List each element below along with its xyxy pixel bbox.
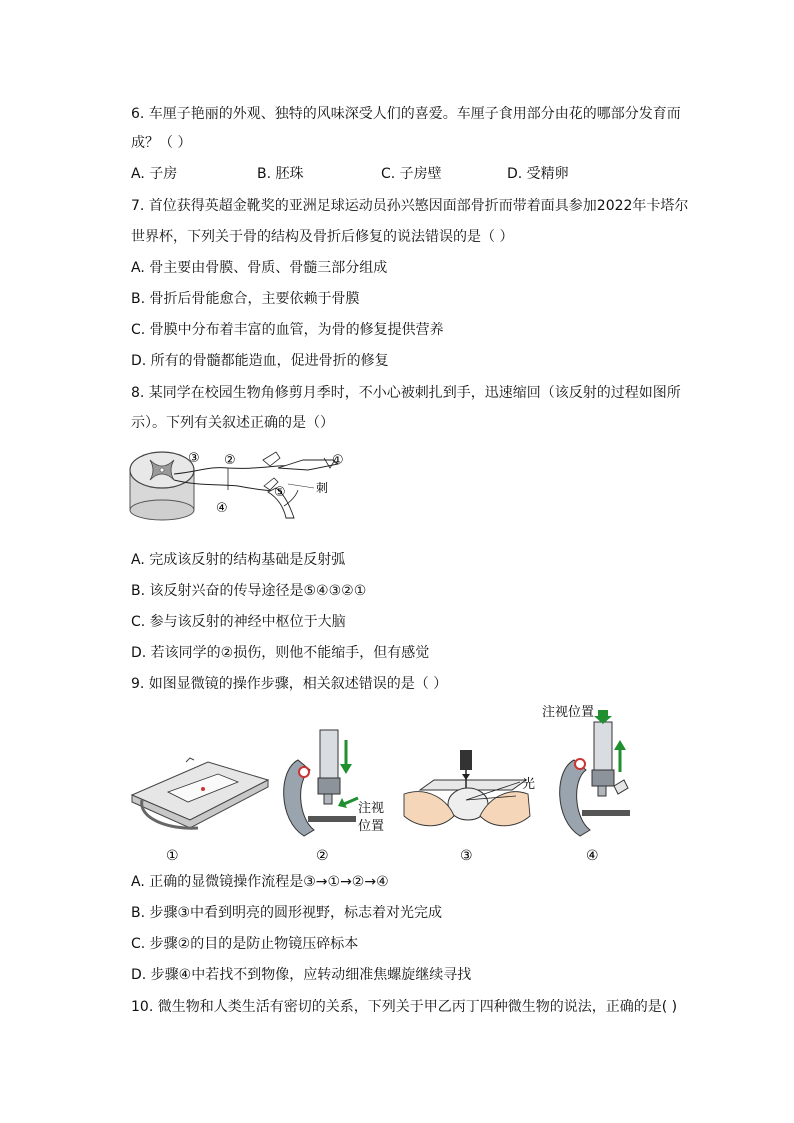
q7-option-d[interactable]: D. 所有的骨髓都能造血，促进骨折的修复: [131, 353, 389, 369]
q8-option-d[interactable]: D. 若该同学的②损伤，则他不能缩手，但有感觉: [131, 645, 430, 661]
q8-option-a[interactable]: A. 完成该反射的结构基础是反射弧: [131, 552, 346, 568]
q7-option-a[interactable]: A. 骨主要由骨膜、骨质、骨髓三部分组成: [131, 260, 388, 276]
step4-note: 注视位置: [542, 705, 595, 720]
q9-option-a[interactable]: A. 正确的显微镜操作流程是③→①→②→④: [131, 874, 389, 890]
q8-option-c[interactable]: C. 参与该反射的神经中枢位于大脑: [131, 614, 346, 630]
q7-stem-line1: 7. 首位获得英超金靴奖的亚洲足球运动员孙兴慜因面部骨折而带着面具参加2022年卡塔尔: [131, 198, 689, 214]
step4-microscope-drawing: [542, 705, 630, 836]
caption-step4: ④: [586, 848, 599, 864]
reflex-arc-figure: [128, 446, 358, 536]
q9-option-c[interactable]: C. 步骤②的目的是防止物镜压碎标本: [131, 936, 359, 952]
q6-stem-line1: 6. 车厘子艳丽的外观、独特的风味深受人们的喜爱。车厘子食用部分由花的哪部分发育而: [131, 106, 681, 122]
q9-option-d[interactable]: D. 步骤④中若找不到物像，应转动细准焦螺旋继续寻找: [131, 967, 472, 983]
label-2: ②: [224, 453, 236, 468]
q9-option-b[interactable]: B. 步骤③中看到明亮的圆形视野，标志着对光完成: [131, 905, 443, 921]
step3-hands-drawing: [404, 750, 535, 826]
q9-stem: 9. 如图显微镜的操作步骤，相关叙述错误的是（ ）: [131, 676, 448, 692]
label-5: ⑤: [274, 485, 286, 500]
q7-option-c[interactable]: C. 骨膜中分布着丰富的血管，为骨的修复提供营养: [131, 322, 444, 338]
step2-note-line1: 注视: [358, 801, 385, 816]
q6-stem-line2: 成？（ ）: [131, 135, 192, 151]
q6-option-c[interactable]: C. 子房壁: [381, 166, 442, 182]
light-label: 光: [522, 777, 536, 792]
q6-option-d[interactable]: D. 受精卵: [507, 166, 569, 182]
spinal-cord-drawing: [130, 452, 194, 520]
q6-option-b[interactable]: B. 胚珠: [257, 166, 304, 182]
q10-stem: 10. 微生物和人类生活有密切的关系，下列关于甲乙丙丁四种微生物的说法，正确的是( ): [131, 999, 678, 1015]
step2-microscope-drawing: [284, 730, 384, 836]
q8-option-b[interactable]: B. 该反射兴奋的传导途径是⑤④③②①: [131, 583, 367, 599]
label-4: ④: [216, 501, 228, 516]
q6-option-a[interactable]: A. 子房: [131, 166, 178, 182]
caption-step3: ③: [460, 848, 473, 864]
q8-stem-line1: 8. 某同学在校园生物角修剪月季时，不小心被刺扎到手，迅速缩回（该反射的过程如图所: [131, 385, 681, 401]
q7-option-b[interactable]: B. 骨折后骨能愈合，主要依赖于骨膜: [131, 291, 360, 307]
q7-stem-line2: 世界杯，下列关于骨的结构及骨折后修复的说法错误的是（ ）: [131, 229, 514, 245]
label-thorn: 刺: [316, 481, 329, 495]
caption-step1: ①: [166, 848, 179, 864]
label-1: ①: [332, 453, 344, 468]
microscope-steps-figure: [128, 700, 648, 870]
label-3: ③: [188, 451, 200, 466]
caption-step2: ②: [316, 848, 329, 864]
q8-stem-line2: 示）。下列有关叙述正确的是（）: [131, 415, 334, 431]
step2-note-line2: 位置: [358, 819, 385, 834]
step1-slide-drawing: [132, 758, 268, 828]
